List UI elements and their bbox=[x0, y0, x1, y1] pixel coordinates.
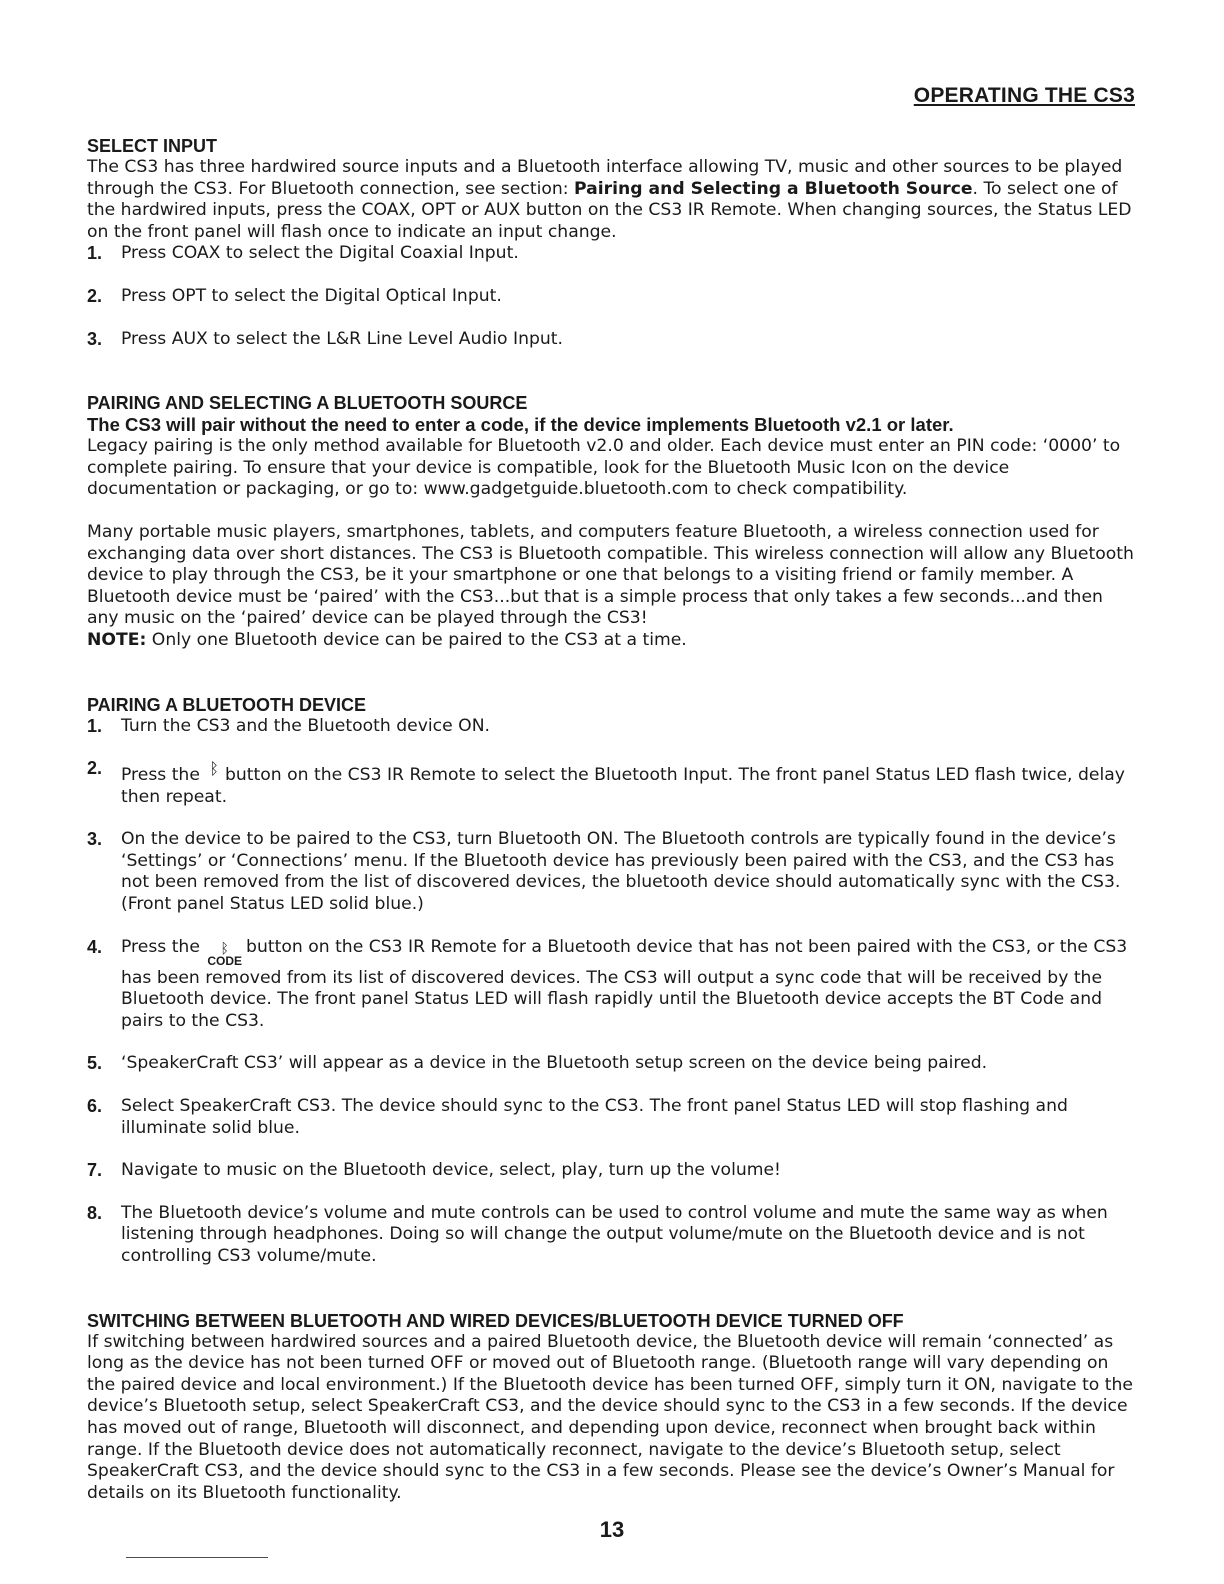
step-number: 2. bbox=[87, 285, 103, 306]
step-text bbox=[121, 937, 1138, 1033]
step-number: 1. bbox=[87, 243, 103, 264]
step-number: 7. bbox=[87, 1160, 103, 1181]
step-text: Press OPT to select the Digital Optical Input. bbox=[121, 285, 502, 306]
footer-divider bbox=[126, 1557, 268, 1558]
step-text: Select SpeakerCraft CS3. The device should sync to the CS3. The front panel Status LED will stop flashing and illuminate solid blue. bbox=[121, 1096, 1068, 1138]
step-number: 3. bbox=[87, 829, 103, 850]
section-pairing-selecting bbox=[87, 392, 1138, 651]
code-label: CODE bbox=[207, 953, 243, 968]
note-text: Only one Bluetooth device can be paired to the CS3 at a time. bbox=[146, 629, 687, 650]
step-text: Turn the CS3 and the Bluetooth device ON. bbox=[121, 715, 491, 736]
step-text bbox=[121, 758, 1138, 808]
paragraph-text: . To select one of the hardwired inputs, press the COAX, OPT or AUX button on the CS3 IR Remote. When changing sources, the Status LED on the front panel will flash once to indicate an input change. bbox=[87, 178, 1132, 242]
note-paragraph bbox=[87, 630, 1138, 652]
list-item bbox=[87, 829, 1138, 915]
step-number: 6. bbox=[87, 1096, 103, 1117]
code-button-icon bbox=[207, 940, 243, 968]
step-text: ‘SpeakerCraft CS3’ will appear as a device in the Bluetooth setup screen on the device being paired. bbox=[121, 1053, 988, 1074]
list-item bbox=[87, 1096, 1138, 1139]
step-text-post: button on the CS3 IR Remote for a Bluetooth device that has not been paired with the CS3, or the CS3 has been removed from its list of discovered devices. The CS3 will output a sync code that will be received by the Bluetooth device. The front panel Status LED will flash rapidly until the Bluetooth device accepts the BT Code and pairs to the CS3. bbox=[121, 936, 1128, 1031]
section-pairing-device bbox=[87, 694, 1138, 1268]
step-number: 1. bbox=[87, 715, 103, 736]
list-item bbox=[87, 1160, 1138, 1182]
section-heading: SWITCHING BETWEEN BLUETOOTH AND WIRED DEVICES/BLUETOOTH DEVICE TURNED OFF bbox=[87, 1310, 904, 1331]
page-content bbox=[87, 135, 1138, 1504]
step-text: Press COAX to select the Digital Coaxial Input. bbox=[121, 243, 519, 264]
section-switching bbox=[87, 1310, 1138, 1505]
note-label: NOTE: bbox=[87, 629, 147, 650]
step-text-pre: Press the bbox=[121, 765, 206, 786]
section-heading: PAIRING A BLUETOOTH DEVICE bbox=[87, 694, 367, 715]
list-item bbox=[87, 329, 1138, 351]
section-select-input bbox=[87, 135, 1138, 350]
step-number: 2. bbox=[87, 758, 103, 779]
step-text-post: button on the CS3 IR Remote to select the Bluetooth Input. The front panel Status LED flash twice, delay then repeat. bbox=[121, 765, 1125, 807]
step-text: Press AUX to select the L&R Line Level Audio Input. bbox=[121, 328, 563, 349]
section-heading: SELECT INPUT bbox=[87, 136, 218, 156]
step-text: The Bluetooth device’s volume and mute controls can be used to control volume and mute the same way as when listening through headphones. Doing so will change the output volume/mute on the Bluetooth device and is not controlling CS3 volume/mute. bbox=[121, 1202, 1108, 1266]
step-number: 3. bbox=[87, 328, 103, 349]
bluetooth-icon: ᛒ bbox=[220, 940, 229, 957]
list-item bbox=[87, 286, 1138, 308]
section-paragraph: If switching between hardwired sources and a paired Bluetooth device, the Bluetooth device will remain ‘connected’ as long as the device has not been turned OFF or moved out of Bluetooth range. (Bluetooth range will vary depending on the paired device and local environment.) If the Bluetooth device has been turned OFF, simply turn it ON, navigate to the device’s Bluetooth setup, select SpeakerCraft CS3, and the device should sync to the CS3 in a few seconds. If the device has moved out of range, Bluetooth will disconnect, and depending upon device, reconnect when brought back within range. If the Bluetooth device does not automatically reconnect, navigate to the device’s Bluetooth setup, select SpeakerCraft CS3, and the device should sync to the CS3 in a few seconds. Please see the device’s Owner’s Manual for details on its Bluetooth functionality. bbox=[87, 1331, 1133, 1503]
section-paragraph: Legacy pairing is the only method available for Bluetooth v2.0 and older. Each device must enter an PIN code: ‘0000’ to complete pairing. To ensure that your device is compatible, look for the Bluetooth Music Icon on the device documentation or packaging, or go to: www.gadgetguide.bluetooth.com to check compatibility. bbox=[87, 436, 1121, 500]
list-item bbox=[87, 758, 1138, 808]
section-reference: Pairing and Selecting a Bluetooth Source bbox=[574, 178, 973, 199]
step-text: Navigate to music on the Bluetooth device, select, play, turn up the volume! bbox=[121, 1160, 781, 1181]
page-header-title: OPERATING THE CS3 bbox=[913, 84, 1135, 107]
step-number: 8. bbox=[87, 1202, 103, 1223]
list-item bbox=[87, 716, 1138, 738]
step-text: On the device to be paired to the CS3, turn Bluetooth ON. The Bluetooth controls are typically found in the device’s ‘Settings’ or ‘Connections’ menu. If the Bluetooth device has previously been paired with the CS3, and the CS3 has not been removed from the list of discovered devices, the bluetooth device should automatically sync with the CS3. (Front panel Status LED solid blue.) bbox=[121, 829, 1121, 915]
section-heading: PAIRING AND SELECTING A BLUETOOTH SOURCE bbox=[87, 393, 528, 414]
step-number: 5. bbox=[87, 1053, 103, 1074]
pairing-steps-list bbox=[87, 716, 1138, 1268]
bluetooth-icon: ᛒ bbox=[209, 759, 219, 779]
section-paragraph: Many portable music players, smartphones, tablets, and computers feature Bluetooth, a wireless connection used for exchanging data over short distances. The CS3 is Bluetooth compatible. This wireless connection will allow any Bluetooth device to play through the CS3, be it your smartphone or one that belongs to a visiting friend or family member. A Bluetooth device must be ‘paired’ with the CS3...but that is a simple process that only takes a few seconds...and then any music on the ‘paired’ device can be played through the CS3! bbox=[87, 521, 1134, 629]
list-item bbox=[87, 1053, 1138, 1075]
page-number: 13 bbox=[599, 1517, 625, 1542]
list-item bbox=[87, 243, 1138, 265]
section-subheading: The CS3 will pair without the need to enter a code, if the device implements Bluetooth v2.1 or later. bbox=[87, 414, 954, 436]
input-steps-list bbox=[87, 243, 1138, 350]
list-item bbox=[87, 1203, 1138, 1268]
list-item bbox=[87, 937, 1138, 1033]
paragraph-text: The CS3 has three hardwired source inputs and a Bluetooth interface allowing TV, music and other sources to be played through the CS3. For Bluetooth connection, see section: bbox=[87, 157, 1123, 199]
step-text-pre: Press the bbox=[121, 936, 206, 957]
step-number: 4. bbox=[87, 936, 103, 957]
section-paragraph bbox=[87, 157, 1138, 243]
